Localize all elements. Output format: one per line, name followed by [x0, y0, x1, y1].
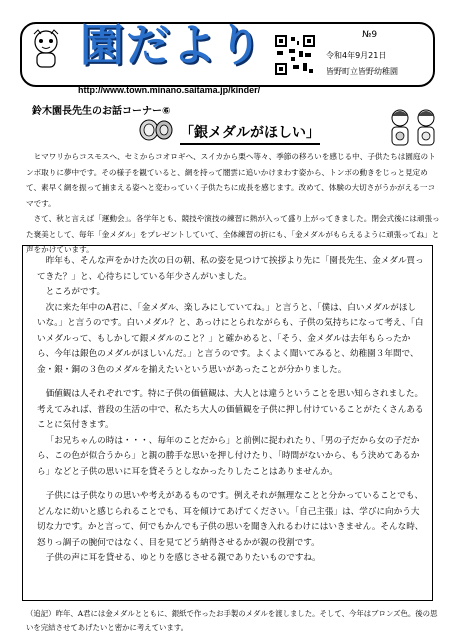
intro-paragraph: ヒマワリからコスモスへ、セミからコオロギへ、スイカから栗へ等々、季節の移ろいを感じる中、子供たちは園庭のトンボ取りに夢中です。その様子を観ていると、網を持って闇雲に追いかけまわす姿から、トンボの動きをじっと見定めて、素早く網を振って捕まえる姿へと変わっていく子供たちに成長を感じます。改めて、体験の大切さがうかがえる一コマです。	[26, 152, 436, 208]
corner-title: 鈴木園長先生のお話コーナー⑥	[32, 106, 171, 117]
medal-icon	[138, 116, 174, 144]
newsletter-title: 園だより	[80, 20, 264, 71]
story-paragraph: ところがです。	[45, 287, 106, 297]
footnote: （追記）昨年、A君には金メダルとともに、銀紙で作ったお手製のメダルを渡しました。そして、今年はブロンズ色。後の思いを完結させてあげたいと密かに考えています。	[26, 609, 438, 632]
qr-code-icon	[275, 35, 315, 75]
story-paragraph: 「お兄ちゃんの時は・・・、毎年のことだから」と前例に捉われたり、「男の子だから女の子だから、この色が似合うから」と親の勝手な思いを押し付けたり、「時間がないから、もう決めてあるから」などと子供の思いに耳を貸そうとしなかったりしたことはありませんか。	[37, 435, 420, 477]
issue-date: 令和4年9月21日	[326, 51, 387, 60]
intro-paragraph: さて、秋と言えば「運動会」。各学年とも、競技や演技の練習に熱が入って盛り上がってきました。閉会式後には頑張った褒美として、毎年「金メダル」をプレゼントしていて、全体練習の折にも、「金メダルがもらえるように頑張ってね」と声をかけています。	[26, 214, 440, 254]
school-name: 皆野町立皆野幼稚園	[326, 67, 398, 76]
story-paragraph: 価値観は人それぞれです。特に子供の価値観は、大人とは違うということを思い知らされました。考えてみれば、普段の生活の中で、私たち大人の価値観を子供に押し付けていることがたくさんあることに気付きます。	[37, 389, 424, 430]
people-icon	[382, 106, 444, 150]
story-box	[22, 245, 433, 601]
issue-number: №9	[362, 30, 378, 40]
story-paragraph: 昨年も、そんな声をかけた次の日の朝、私の姿を見つけて挨拶より先に「園長先生、金メダル買ってきた？」と、心待ちにしている年少さんがいました。	[37, 256, 424, 282]
story-paragraph: 次に来た年中のA君に、「金メダル、楽しみにしていてね。」と言うと、「僕は、白いメダルがほしいな。」と言うのです。白いメダル？と、あっけにとられながらも、子供の気持ちになって考え、「白いメダルって、もしかして銀メダルのこと？」と確かめると、「そう、金メダルは去年もらったから、今年は銀色のメダルがほしいんだ。」と言うのです。よくよく聞いてみると、幼稚園３年間で、金・銀・銅の３色のメダルを揃えたいという思いがあったことが分かりました。	[37, 302, 424, 375]
story-paragraph: 子供の声に耳を貸せる、ゆとりを感じさせる親でありたいものですね。	[45, 553, 321, 563]
mascot-icon	[28, 28, 64, 72]
intro-text	[26, 149, 442, 258]
website-url[interactable]: http://www.town.minano.saitama.jp/kinder/	[78, 85, 261, 95]
article-title: 「銀メダルがほしい」	[180, 122, 320, 145]
story-paragraph: 子供には子供なりの思いや考えがあるものです。例えそれが無理なことと分かっていることでも、どんなに幼いと感じられることでも、耳を傾けてあげてください。「自己主張」は、学びに向かう大切な力です。かと言って、何でもかんでも子供の思いを聞き入れるわけにはいきません。そんな時、怒りっ調子の腕何ではなく、目を見てどう納得させるかが親の役割です。	[37, 491, 424, 548]
